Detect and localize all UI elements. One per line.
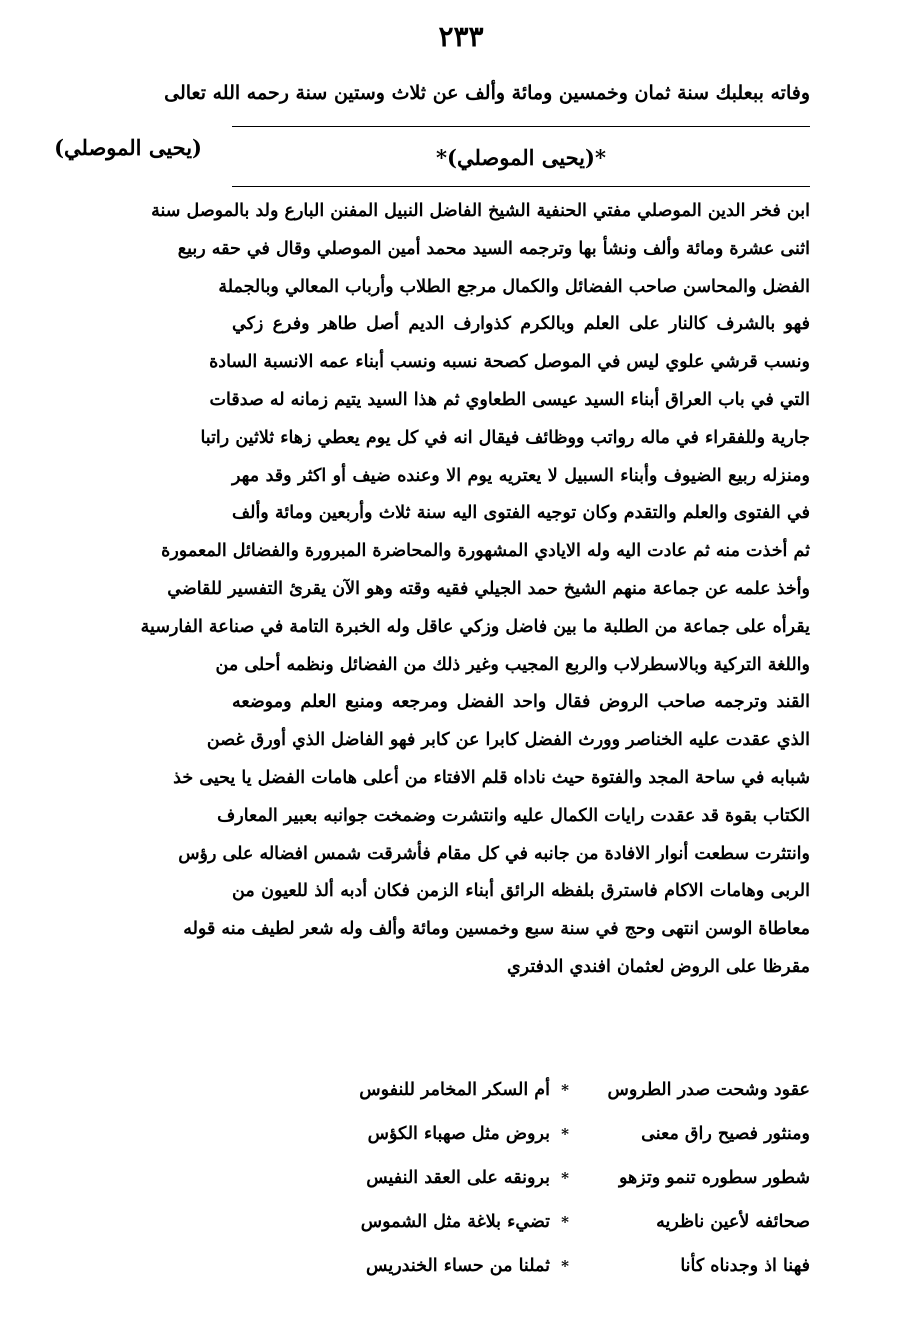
section-heading: *(يحيى الموصلي)* <box>436 145 606 170</box>
top-line: وفاته ببعلبك سنة ثمان وخمسين ومائة وألف عن ثلاث وستين سنة رحمه الله تعالى <box>164 82 810 104</box>
text-line: ومنزله ربيع الضيوف وأبناء السبيل لا يعتريه يوم الا وعنده ضيف أو اكثر وقد مهر <box>232 465 810 486</box>
text-line: في الفتوى والعلم والتقدم وكان توجيه الفتوى اليه سنة ثلاث وأربعين ومائة وألف <box>232 503 810 524</box>
text-line: ونسب قرشي علوي ليس في الموصل كصحة نسبه ونسب أبناء عمه الانسبة السادة <box>209 352 810 373</box>
verse-second-hemistich: تضيء بلاغة مثل الشموس <box>360 1212 550 1232</box>
text-line: الربى وهامات الاكام فاسترق بلفظه الرائق أبناء الزمن فكان أدبه ألذ للعيون من <box>232 881 810 902</box>
text-line: ثم أخذت منه ثم عادت اليه وله الايادي المشهورة والمحاضرة المبرورة والفضائل المعمورة <box>161 541 810 562</box>
verse-first-hemistich: فهنا اذ وجدناه كأنا <box>680 1256 810 1276</box>
heading-rule <box>232 186 810 187</box>
poem-verse <box>310 1068 810 1112</box>
margin-note: (يحيى الموصلي) <box>54 135 202 160</box>
text-line: فهو بالشرف كالنار على العلم وبالكرم كذوارف الديم أصل طاهر وفرع زكي <box>232 314 810 335</box>
poem-verse <box>310 1112 810 1156</box>
text-line: شبابه في ساحة المجد والفتوة حيث ناداه قلم الافتاء من أعلى هامات الفضل يا يحيى خذ <box>173 767 810 788</box>
text-line: يقرأه على جماعة من الطلبة ما بين فاضل وزكي عاقل وله الخبرة التامة في صناعة الفارسية <box>140 616 810 637</box>
text-line: جارية وللفقراء في ماله رواتب ووظائف فيقال انه في كل يوم يعطي زهاء ثلاثين راتبا <box>200 427 810 448</box>
verse-separator: * <box>561 1213 569 1231</box>
poem-verse <box>310 1200 810 1244</box>
text-line: التي في باب العراق أبناء السيد عيسى الطعاوي ثم هذا السيد يتيم زمانه له صدقات <box>209 389 810 410</box>
poem <box>310 1068 810 1288</box>
text-line: وأخذ علمه عن جماعة منهم الشيخ حمد الجيلي فقيه وقته وهو الآن يقرئ التفسير للقاضي <box>167 578 810 599</box>
verse-separator: * <box>561 1081 569 1099</box>
text-line: اثنى عشرة ومائة وألف ونشأ بها وترجمه السيد محمد أمين الموصلي وقال في حقه ربيع <box>177 238 810 259</box>
verse-separator: * <box>561 1169 569 1187</box>
poem-verse <box>310 1156 810 1200</box>
text-line: ابن فخر الدين الموصلي مفتي الحنفية الشيخ الفاضل النبيل المفنن البارع ولد بالموصل سنة <box>151 201 810 221</box>
verse-separator: * <box>561 1257 569 1275</box>
verse-second-hemistich: ثملنا من حساء الخندريس <box>366 1256 550 1276</box>
verse-first-hemistich: صحائفه لأعين ناظريه <box>656 1212 810 1232</box>
text-line: الكتاب بقوة قد عقدت رايات الكمال عليه وانتشرت وضمخت جوانبه بعبير المعارف <box>217 805 810 826</box>
verse-first-hemistich: شطور سطوره تنمو وتزهو <box>618 1168 810 1188</box>
verse-first-hemistich: عقود وشحت صدر الطروس <box>607 1080 810 1100</box>
text-line: وانتثرت سطعت أنوار الافادة من جانبه في كل مقام فأشرقت شمس افضاله على رؤس <box>178 843 810 864</box>
verse-separator: * <box>561 1125 569 1143</box>
page-number: ٢٣٣ <box>438 20 484 53</box>
verse-second-hemistich: أم السكر المخامر للنفوس <box>359 1080 550 1100</box>
text-line: القند وترجمه صاحب الروض فقال واحد الفضل ومرجعه ومنبع العلم وموضعه <box>232 692 810 713</box>
top-rule <box>232 126 810 127</box>
text-line: واللغة التركية وبالاسطرلاب والربع المجيب وغير ذلك من الفضائل ونظمه أحلى من <box>215 654 810 675</box>
verse-second-hemistich: بروض مثل صهباء الكؤس <box>367 1124 550 1144</box>
poem-verse <box>310 1244 810 1288</box>
verse-second-hemistich: برونقه على العقد النفيس <box>366 1168 550 1188</box>
text-line: معاطاة الوسن انتهى وحج في سنة سبع وخمسين ومائة وألف وله شعر لطيف منه قوله <box>183 919 810 940</box>
verse-first-hemistich: ومنثور فصيح راق معنى <box>641 1124 810 1144</box>
text-line: الذي عقدت عليه الخناصر وورث الفضل كابرا عن كابر فهو الفاضل الذي أورق غصن <box>206 730 810 751</box>
text-line: مقرظا على الروض لعثمان افندي الدفتري <box>506 956 810 977</box>
body-text <box>140 193 810 987</box>
text-line: الفضل والمحاسن صاحب الفضائل والكمال مرجع الطلاب وأرباب المعالي وبالجملة <box>218 276 810 297</box>
